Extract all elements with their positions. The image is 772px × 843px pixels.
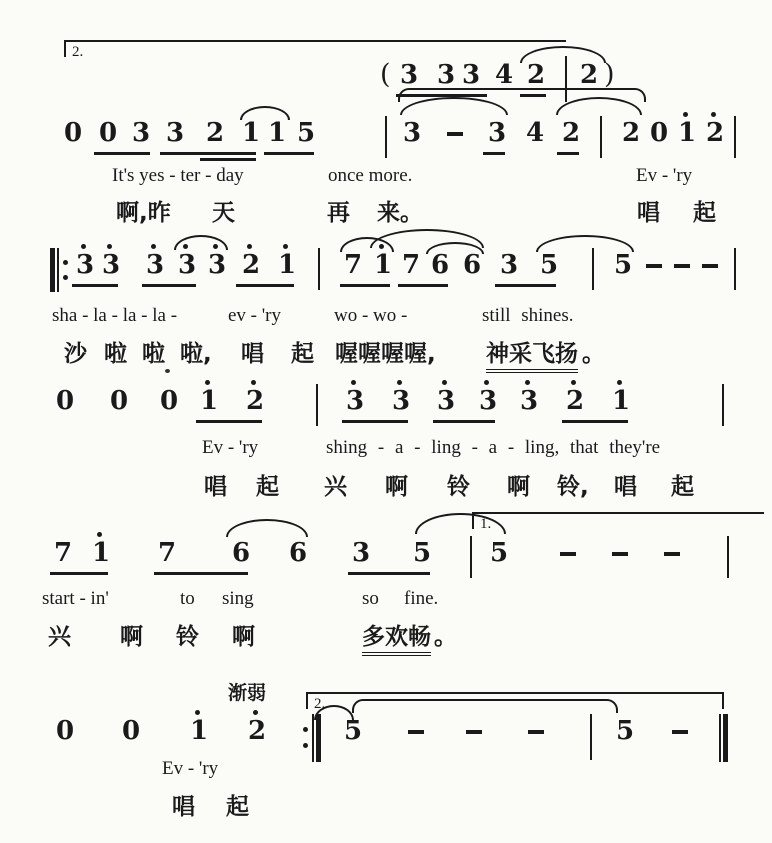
- lyric-chinese: 啊: [507, 474, 530, 500]
- note: 1: [268, 118, 287, 148]
- volta-label: 2.: [314, 696, 326, 712]
- octave-dot: [151, 244, 156, 249]
- octave-dot: [81, 244, 86, 249]
- note: 1: [190, 716, 209, 746]
- note: 3: [400, 60, 419, 90]
- note: 2: [246, 386, 265, 416]
- note: 1: [92, 538, 111, 568]
- volta-bracket: [64, 40, 566, 60]
- duration-dash: [646, 264, 662, 268]
- lyric-chinese: 唱: [637, 200, 660, 226]
- lyric-chinese: 啦,: [180, 341, 212, 367]
- note: 2: [527, 60, 546, 90]
- note: 3: [146, 250, 165, 280]
- lyric-english: It's yes - ter - day: [112, 165, 244, 186]
- volta-left-tick: [306, 692, 308, 709]
- lyric-chinese: 喔喔喔喔,: [335, 341, 436, 367]
- duration-dash: [466, 730, 482, 734]
- note: 3: [346, 386, 365, 416]
- lyric-english: Ev - 'ry: [636, 165, 693, 186]
- slur: [536, 235, 634, 252]
- lyric-chinese: 啊: [232, 624, 255, 650]
- lyric-chinese: 兴: [324, 474, 347, 500]
- beam-underline: [236, 284, 294, 287]
- note: 3: [208, 250, 227, 280]
- barline: [385, 116, 387, 158]
- note: 5: [616, 716, 635, 746]
- barline: [734, 116, 736, 158]
- duration-dash: [672, 730, 688, 734]
- lyric-english: fine.: [404, 588, 439, 609]
- ink-speck: [165, 369, 170, 373]
- barline: [600, 116, 602, 158]
- beam-underline: [94, 152, 150, 155]
- note: 1: [374, 250, 393, 280]
- note: 1: [278, 250, 297, 280]
- note: 2: [622, 118, 641, 148]
- parenthesis: ): [604, 59, 615, 90]
- note: 2: [248, 716, 267, 746]
- repeat-dot: [303, 727, 308, 732]
- octave-dot: [683, 112, 688, 117]
- slur: [174, 235, 228, 250]
- volta-left-tick: [472, 512, 474, 529]
- note: 7: [54, 538, 73, 568]
- note: 3: [462, 60, 481, 90]
- lyric-chinese: 起: [693, 200, 716, 226]
- repeat-dot: [303, 743, 308, 748]
- note: 0: [56, 716, 75, 746]
- note: 1: [612, 386, 631, 416]
- beam-underline: [154, 572, 248, 575]
- octave-dot: [351, 380, 356, 385]
- beam-underline: [50, 572, 108, 575]
- note: 3: [352, 538, 371, 568]
- parenthesis: (: [380, 59, 391, 90]
- note: 2: [242, 250, 261, 280]
- note: 3: [102, 250, 121, 280]
- beam-underline: [200, 158, 256, 161]
- lyric-english: wo - wo -: [334, 305, 408, 326]
- beam-underline: [495, 284, 556, 287]
- beam-underline: [562, 420, 628, 423]
- note: 3: [437, 386, 456, 416]
- lyric-english: Ev - 'ry: [162, 758, 219, 779]
- barline: [316, 384, 318, 426]
- note: 7: [158, 538, 177, 568]
- note: 3: [166, 118, 185, 148]
- duration-dash: [674, 264, 690, 268]
- note: 3: [178, 250, 197, 280]
- duration-dash: [528, 730, 544, 734]
- octave-dot: [484, 380, 489, 385]
- note: 3: [500, 250, 519, 280]
- lyric-chinese: 起: [226, 794, 249, 820]
- final-barline: [719, 714, 721, 762]
- octave-dot: [442, 380, 447, 385]
- duration-dash: [560, 552, 576, 556]
- volta-bracket: [472, 512, 764, 532]
- note: 3: [403, 118, 422, 148]
- note: 2: [562, 118, 581, 148]
- octave-dot: [617, 380, 622, 385]
- beam-underline: [557, 152, 579, 155]
- lyric-english: still shines.: [482, 305, 574, 326]
- note: 5: [297, 118, 316, 148]
- note: 5: [614, 250, 633, 280]
- beam-underline: [483, 152, 505, 155]
- lyric-chinese: 多欢畅: [362, 618, 431, 656]
- note: 0: [99, 118, 118, 148]
- repeat-end-sign: [312, 714, 314, 762]
- slur: [240, 106, 290, 120]
- lyric-chinese: 啊: [385, 474, 408, 500]
- lyric-chinese: 啦: [142, 341, 165, 367]
- beam-underline: [264, 152, 314, 155]
- note: 2: [206, 118, 225, 148]
- duration-dash: [664, 552, 680, 556]
- volta-right-tick: [722, 692, 724, 709]
- lyric-chinese: 铃: [447, 474, 470, 500]
- barline: [734, 248, 736, 290]
- repeat-begin-sign: [50, 248, 55, 292]
- octave-dot: [711, 112, 716, 117]
- beam-underline: [160, 152, 256, 155]
- lyric-english: shing - a - ling - a - ling, that they're: [326, 437, 661, 458]
- lyric-chinese: 啦: [104, 341, 127, 367]
- slur: [226, 519, 308, 537]
- octave-dot: [253, 710, 258, 715]
- lyric-chinese: 唱: [241, 341, 264, 367]
- note: 2: [706, 118, 725, 148]
- beam-underline: [196, 420, 262, 423]
- barline: [590, 714, 592, 760]
- lyric-chinese: 起: [671, 474, 694, 500]
- beam-underline: [398, 284, 448, 287]
- volta-bracket: [306, 692, 724, 712]
- lyric-chinese: 。: [434, 624, 457, 650]
- barline: [722, 384, 724, 426]
- note: 0: [56, 386, 75, 416]
- note: 3: [132, 118, 151, 148]
- note: 5: [344, 716, 363, 746]
- note: 4: [526, 118, 545, 148]
- lyric-english: start - in': [42, 588, 109, 609]
- note: 0: [110, 386, 129, 416]
- note: 5: [540, 250, 559, 280]
- octave-dot: [571, 380, 576, 385]
- note: 1: [242, 118, 261, 148]
- beam-underline: [72, 284, 118, 287]
- lyric-english: to: [180, 588, 195, 609]
- note: 3: [392, 386, 411, 416]
- duration-dash: [447, 132, 463, 136]
- lyric-chinese: 起: [291, 341, 314, 367]
- repeat-dot: [63, 260, 68, 265]
- lyric-english: sing: [222, 588, 254, 609]
- note: 6: [431, 250, 450, 280]
- note: 4: [495, 60, 514, 90]
- lyric-english: sha - la - la - la -: [52, 305, 178, 326]
- lyric-chinese: 唱: [614, 474, 637, 500]
- note: 3: [479, 386, 498, 416]
- duration-dash: [408, 730, 424, 734]
- barline: [318, 248, 320, 290]
- volta-left-tick: [64, 40, 66, 57]
- duration-dash: [612, 552, 628, 556]
- octave-dot: [97, 532, 102, 537]
- note: 6: [463, 250, 482, 280]
- lyric-chinese: 啊,昨: [116, 200, 171, 226]
- lyric-chinese: 铃: [176, 624, 199, 650]
- barline: [727, 536, 729, 578]
- lyric-chinese: 神采飞扬: [486, 335, 578, 373]
- volta-label: 1.: [480, 516, 492, 532]
- note: 2: [580, 60, 599, 90]
- lyric-english: so: [362, 588, 379, 609]
- note: 1: [200, 386, 219, 416]
- note: 2: [566, 386, 585, 416]
- note: 0: [160, 386, 179, 416]
- note: 6: [232, 538, 251, 568]
- note: 3: [488, 118, 507, 148]
- lyric-chinese: 兴: [48, 624, 71, 650]
- volta-label: 2.: [72, 44, 84, 60]
- note: 0: [122, 716, 141, 746]
- dynamic-marking: 渐弱: [228, 682, 267, 704]
- octave-dot: [107, 244, 112, 249]
- lyric-chinese: 起: [256, 474, 279, 500]
- lyric-chinese: 铃,: [557, 474, 589, 500]
- lyric-chinese: 唱: [204, 474, 227, 500]
- lyric-chinese: 。: [582, 341, 605, 367]
- note: 0: [650, 118, 669, 148]
- lyric-chinese: 来。: [377, 200, 423, 226]
- octave-dot: [397, 380, 402, 385]
- repeat-end-sign: [316, 714, 321, 762]
- note: 1: [678, 118, 697, 148]
- beam-underline: [342, 420, 408, 423]
- lyric-english: ev - 'ry: [228, 305, 282, 326]
- octave-dot: [195, 710, 200, 715]
- lyric-chinese: 唱: [172, 794, 195, 820]
- note: 5: [490, 538, 509, 568]
- beam-underline: [340, 284, 390, 287]
- repeat-dot: [63, 275, 68, 280]
- barline: [470, 536, 472, 578]
- note: 3: [437, 60, 456, 90]
- lyric-chinese: 啊: [120, 624, 143, 650]
- octave-dot: [251, 380, 256, 385]
- octave-dot: [247, 244, 252, 249]
- note: 3: [76, 250, 95, 280]
- final-barline: [723, 714, 728, 762]
- repeat-begin-sign: [57, 248, 59, 292]
- duration-dash: [702, 264, 718, 268]
- octave-dot: [283, 244, 288, 249]
- lyric-chinese: 再: [327, 200, 350, 226]
- note: 0: [64, 118, 83, 148]
- lyric-english: once more.: [328, 165, 413, 186]
- note: 7: [344, 250, 363, 280]
- lyric-english: Ev - 'ry: [202, 437, 259, 458]
- note: 6: [289, 538, 308, 568]
- note: 5: [413, 538, 432, 568]
- barline: [592, 248, 594, 290]
- beam-underline: [142, 284, 196, 287]
- beam-underline: [348, 572, 430, 575]
- octave-dot: [525, 380, 530, 385]
- note: 7: [402, 250, 421, 280]
- beam-underline: [433, 420, 495, 423]
- lyric-chinese: 沙: [64, 341, 87, 367]
- lyric-chinese: 天: [212, 200, 235, 226]
- octave-dot: [205, 380, 210, 385]
- note: 3: [520, 386, 539, 416]
